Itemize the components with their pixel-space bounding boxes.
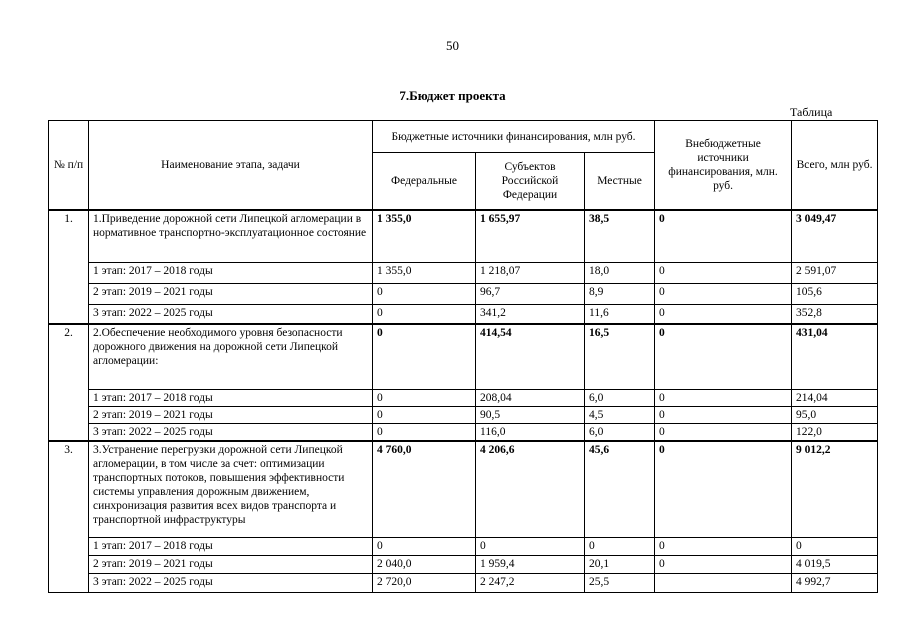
task-federal: 0	[373, 324, 476, 390]
stage-row	[49, 263, 878, 284]
task-number: 3.	[49, 441, 89, 592]
task-subjects: 414,54	[476, 324, 585, 390]
stage-total: 352,8	[792, 305, 878, 324]
task-row	[49, 210, 878, 263]
stage-federal: 2 040,0	[373, 555, 476, 573]
task-name: 2.Обеспечение необходимого уровня безопасности дорожного движения на дорожной сети Липецкой агломерации:	[89, 324, 373, 390]
stage-local: 20,1	[585, 555, 655, 573]
stage-row	[49, 573, 878, 592]
stage-local: 4,5	[585, 407, 655, 424]
stage-name: 2 этап: 2019 – 2021 годы	[89, 407, 373, 424]
header-name: Наименование этапа, задачи	[89, 121, 373, 210]
stage-federal: 1 355,0	[373, 263, 476, 284]
task-row	[49, 441, 878, 537]
stage-subjects: 96,7	[476, 284, 585, 305]
header-subjects: Субъектов Российской Федерации	[476, 153, 585, 210]
task-extrabudget: 0	[655, 210, 792, 263]
stage-federal: 0	[373, 537, 476, 555]
task-subjects: 4 206,6	[476, 441, 585, 537]
page-number: 50	[446, 38, 459, 53]
task-total: 9 012,2	[792, 441, 878, 537]
stage-name: 1 этап: 2017 – 2018 годы	[89, 390, 373, 407]
stage-total: 4 019,5	[792, 555, 878, 573]
stage-name: 2 этап: 2019 – 2021 годы	[89, 555, 373, 573]
header-local: Местные	[585, 153, 655, 210]
stage-extrabudget: 0	[655, 407, 792, 424]
stage-extrabudget	[655, 573, 792, 592]
stage-name: 3 этап: 2022 – 2025 годы	[89, 424, 373, 442]
stage-total: 4 992,7	[792, 573, 878, 592]
stage-row	[49, 555, 878, 573]
stage-total: 2 591,07	[792, 263, 878, 284]
stage-name: 1 этап: 2017 – 2018 годы	[89, 537, 373, 555]
page-title: 7.Бюджет проекта	[399, 88, 506, 103]
header-total: Всего, млн руб.	[792, 121, 878, 210]
stage-federal: 0	[373, 407, 476, 424]
stage-subjects: 1 959,4	[476, 555, 585, 573]
stage-subjects: 208,04	[476, 390, 585, 407]
task-extrabudget: 0	[655, 441, 792, 537]
stage-subjects: 1 218,07	[476, 263, 585, 284]
stage-subjects: 116,0	[476, 424, 585, 442]
stage-federal: 0	[373, 284, 476, 305]
stage-total: 214,04	[792, 390, 878, 407]
stage-subjects: 0	[476, 537, 585, 555]
stage-subjects: 90,5	[476, 407, 585, 424]
stage-subjects: 2 247,2	[476, 573, 585, 592]
stage-local: 8,9	[585, 284, 655, 305]
task-local: 16,5	[585, 324, 655, 390]
stage-local: 0	[585, 537, 655, 555]
stage-row	[49, 407, 878, 424]
header-budget-sources: Бюджетные источники финансирования, млн руб.	[373, 121, 655, 153]
task-name: 1.Приведение дорожной сети Липецкой агломерации в нормативное транспортно-эксплуатационное состояние	[89, 210, 373, 263]
stage-federal: 0	[373, 390, 476, 407]
stage-name: 2 этап: 2019 – 2021 годы	[89, 284, 373, 305]
task-row	[49, 324, 878, 390]
task-number: 1.	[49, 210, 89, 324]
budget-table	[48, 120, 878, 593]
stage-total: 105,6	[792, 284, 878, 305]
stage-name: 3 этап: 2022 – 2025 годы	[89, 305, 373, 324]
table-body	[49, 210, 878, 593]
task-total: 3 049,47	[792, 210, 878, 263]
stage-total: 0	[792, 537, 878, 555]
task-local: 38,5	[585, 210, 655, 263]
stage-federal: 0	[373, 305, 476, 324]
stage-row	[49, 537, 878, 555]
header-num: № п/п	[49, 121, 89, 210]
stage-extrabudget: 0	[655, 555, 792, 573]
stage-total: 95,0	[792, 407, 878, 424]
stage-row	[49, 424, 878, 442]
stage-extrabudget: 0	[655, 305, 792, 324]
stage-row	[49, 284, 878, 305]
stage-total: 122,0	[792, 424, 878, 442]
stage-extrabudget: 0	[655, 424, 792, 442]
task-federal: 4 760,0	[373, 441, 476, 537]
stage-extrabudget: 0	[655, 390, 792, 407]
stage-subjects: 341,2	[476, 305, 585, 324]
task-number: 2.	[49, 324, 89, 442]
stage-local: 25,5	[585, 573, 655, 592]
stage-extrabudget: 0	[655, 537, 792, 555]
stage-name: 3 этап: 2022 – 2025 годы	[89, 573, 373, 592]
task-total: 431,04	[792, 324, 878, 390]
stage-name: 1 этап: 2017 – 2018 годы	[89, 263, 373, 284]
task-subjects: 1 655,97	[476, 210, 585, 263]
stage-local: 11,6	[585, 305, 655, 324]
task-extrabudget: 0	[655, 324, 792, 390]
task-name: 3.Устранение перегрузки дорожной сети Липецкой агломерации, в том числе за счет: оптимизации транспортных потоков, повышения эффективности системы управления дорожным движением, синхронизация развития всех видов транспорта и транспортной инфраструктуры	[89, 441, 373, 537]
stage-local: 6,0	[585, 390, 655, 407]
stage-local: 6,0	[585, 424, 655, 442]
stage-federal: 0	[373, 424, 476, 442]
stage-extrabudget: 0	[655, 284, 792, 305]
task-federal: 1 355,0	[373, 210, 476, 263]
stage-extrabudget: 0	[655, 263, 792, 284]
header-extrabudget: Внебюджетные источники финансирования, млн. руб.	[655, 121, 792, 210]
stage-row	[49, 390, 878, 407]
task-local: 45,6	[585, 441, 655, 537]
stage-row	[49, 305, 878, 324]
table-label: Таблица	[790, 105, 833, 119]
header-federal: Федеральные	[373, 153, 476, 210]
stage-federal: 2 720,0	[373, 573, 476, 592]
table-header	[49, 121, 878, 210]
stage-local: 18,0	[585, 263, 655, 284]
